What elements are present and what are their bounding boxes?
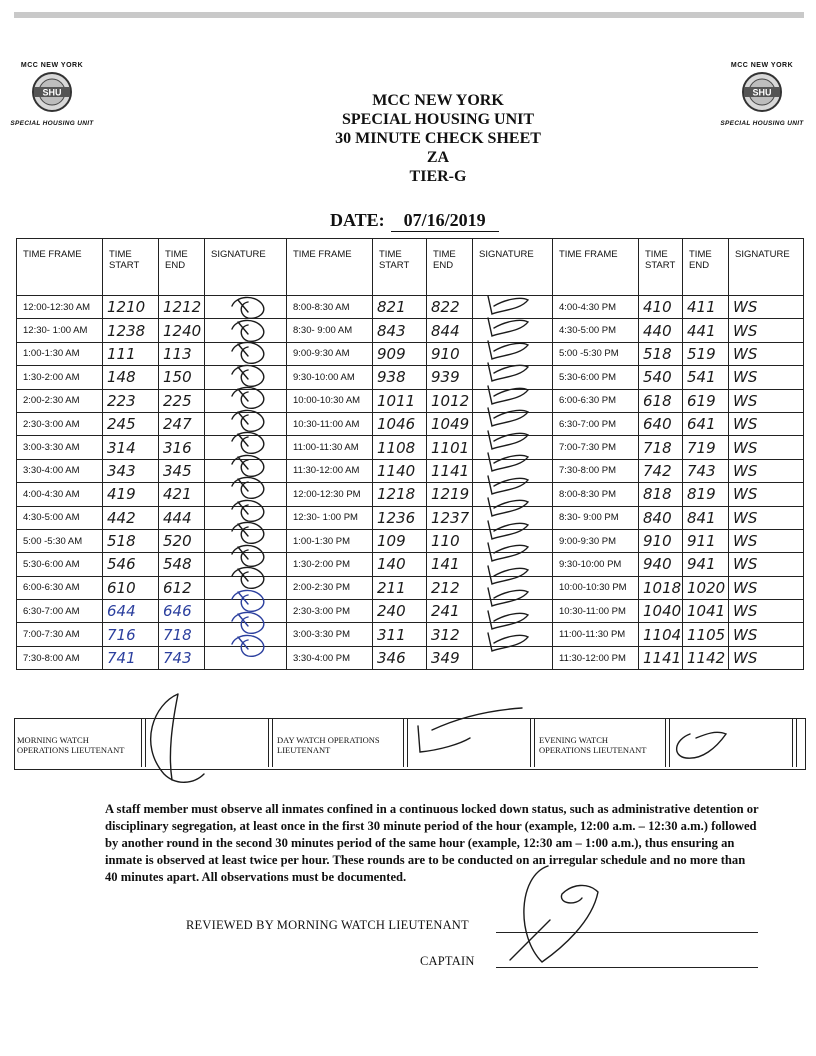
time-end-evening[interactable]: 1041 xyxy=(683,600,729,623)
table-row xyxy=(17,319,804,342)
time-start-day[interactable]: 211 xyxy=(373,576,427,599)
time-frame-morning[interactable]: 12:00-12:30 AM xyxy=(17,296,103,319)
time-end-day[interactable]: 910 xyxy=(427,342,473,365)
time-end-morning[interactable]: 316 xyxy=(159,436,205,459)
signature-evening[interactable]: WS xyxy=(729,342,804,365)
logo-name: MCC NEW YORK xyxy=(20,62,84,69)
time-frame-day[interactable]: 2:00-2:30 PM xyxy=(287,576,373,599)
time-frame-morning[interactable]: 6:00-6:30 AM xyxy=(17,576,103,599)
time-end-day[interactable]: 1101 xyxy=(427,436,473,459)
time-frame-day[interactable]: 3:30-4:00 PM xyxy=(287,646,373,669)
time-frame-morning[interactable]: 5:00 -5:30 AM xyxy=(17,529,103,552)
mcc-logo-right xyxy=(712,62,812,127)
table-row xyxy=(17,506,804,529)
signature-day[interactable] xyxy=(473,296,553,319)
time-frame-day[interactable]: 11:30-12:00 AM xyxy=(287,459,373,482)
signature-evening[interactable]: WS xyxy=(729,389,804,412)
time-end-evening[interactable]: 619 xyxy=(683,389,729,412)
time-start-day[interactable]: 311 xyxy=(373,623,427,646)
table-row xyxy=(17,553,804,576)
time-start-evening[interactable]: 718 xyxy=(639,436,683,459)
time-end-morning[interactable]: 421 xyxy=(159,483,205,506)
time-end-morning[interactable]: 444 xyxy=(159,506,205,529)
time-start-morning[interactable]: 644 xyxy=(103,600,159,623)
time-end-morning[interactable]: 247 xyxy=(159,412,205,435)
header-tier: TIER-G xyxy=(409,168,467,185)
date-value: 07/16/2019 xyxy=(391,210,499,232)
signature-evening[interactable]: WS xyxy=(729,529,804,552)
signature-evening[interactable]: WS xyxy=(729,366,804,389)
col-time-frame: TIME FRAME xyxy=(287,239,373,296)
signature-morning[interactable] xyxy=(205,553,287,576)
col-time-start: TIME START xyxy=(373,239,427,296)
time-start-evening[interactable]: 910 xyxy=(639,529,683,552)
time-end-morning[interactable]: 113 xyxy=(159,342,205,365)
signature-morning[interactable] xyxy=(205,342,287,365)
header-unit: SPECIAL HOUSING UNIT xyxy=(341,111,535,128)
col-signature: SIGNATURE xyxy=(205,239,287,296)
signature-day[interactable] xyxy=(473,319,553,342)
date-line xyxy=(330,210,499,232)
time-end-evening[interactable]: 1142 xyxy=(683,646,729,669)
time-end-evening[interactable]: 1020 xyxy=(683,576,729,599)
time-frame-day[interactable]: 3:00-3:30 PM xyxy=(287,623,373,646)
time-frame-day[interactable]: 11:00-11:30 AM xyxy=(287,436,373,459)
time-frame-evening[interactable]: 9:00-9:30 PM xyxy=(553,529,639,552)
time-start-evening[interactable]: 940 xyxy=(639,553,683,576)
col-time-frame: TIME FRAME xyxy=(17,239,103,296)
col-time-end: TIME END xyxy=(683,239,729,296)
time-start-evening[interactable]: 742 xyxy=(639,459,683,482)
time-frame-day[interactable]: 9:00-9:30 AM xyxy=(287,342,373,365)
time-end-morning[interactable]: 225 xyxy=(159,389,205,412)
time-end-evening[interactable]: 541 xyxy=(683,366,729,389)
signature-day[interactable] xyxy=(473,506,553,529)
signature-day[interactable] xyxy=(473,483,553,506)
signature-day[interactable] xyxy=(473,436,553,459)
seal-text: SHU xyxy=(42,87,62,98)
time-end-morning[interactable]: 548 xyxy=(159,553,205,576)
time-frame-evening[interactable]: 8:30- 9:00 PM xyxy=(553,506,639,529)
time-start-morning[interactable]: 546 xyxy=(103,553,159,576)
signature-evening[interactable]: WS xyxy=(729,459,804,482)
signature-day[interactable] xyxy=(473,600,553,623)
time-start-morning[interactable]: 343 xyxy=(103,459,159,482)
time-end-day[interactable]: 141 xyxy=(427,553,473,576)
time-frame-evening[interactable]: 8:00-8:30 PM xyxy=(553,483,639,506)
shu-seal-icon xyxy=(31,71,73,113)
time-start-morning[interactable]: 442 xyxy=(103,506,159,529)
time-frame-morning[interactable]: 4:30-5:00 AM xyxy=(17,506,103,529)
time-frame-morning[interactable]: 7:30-8:00 AM xyxy=(17,646,103,669)
time-frame-day[interactable]: 9:30-10:00 AM xyxy=(287,366,373,389)
signature-morning[interactable] xyxy=(205,296,287,319)
scan-top-edge xyxy=(14,12,804,18)
signature-morning[interactable] xyxy=(205,412,287,435)
time-start-morning[interactable]: 518 xyxy=(103,529,159,552)
day-lieutenant-signature-box[interactable] xyxy=(403,719,535,767)
time-end-day[interactable]: 1012 xyxy=(427,389,473,412)
time-frame-day[interactable]: 8:00-8:30 AM xyxy=(287,296,373,319)
time-frame-evening[interactable]: 7:30-8:00 PM xyxy=(553,459,639,482)
time-end-evening[interactable]: 743 xyxy=(683,459,729,482)
time-start-morning[interactable]: 223 xyxy=(103,389,159,412)
morning-lieutenant-signature-box[interactable] xyxy=(141,719,273,767)
time-start-evening[interactable]: 1104 xyxy=(639,623,683,646)
logo-name: MCC NEW YORK xyxy=(730,62,794,69)
signature-day[interactable] xyxy=(473,576,553,599)
signature-morning[interactable] xyxy=(205,389,287,412)
time-start-morning[interactable]: 245 xyxy=(103,412,159,435)
time-end-evening[interactable]: 941 xyxy=(683,553,729,576)
table-row xyxy=(17,646,804,669)
col-time-end: TIME END xyxy=(159,239,205,296)
time-end-evening[interactable]: 641 xyxy=(683,412,729,435)
signature-morning[interactable] xyxy=(205,436,287,459)
day-lieutenant-label: DAY WATCH OPERATIONS LIEUTENANT xyxy=(277,735,380,755)
time-end-evening[interactable]: 911 xyxy=(683,529,729,552)
col-signature: SIGNATURE xyxy=(473,239,553,296)
signature-evening[interactable]: WS xyxy=(729,506,804,529)
signature-day[interactable] xyxy=(473,459,553,482)
time-frame-day[interactable]: 12:00-12:30 PM xyxy=(287,483,373,506)
time-frame-day[interactable]: 12:30- 1:00 PM xyxy=(287,506,373,529)
time-end-day[interactable]: 1141 xyxy=(427,459,473,482)
time-frame-evening[interactable]: 6:00-6:30 PM xyxy=(553,389,639,412)
signature-morning[interactable] xyxy=(205,529,287,552)
signature-morning[interactable] xyxy=(205,623,287,646)
time-end-day[interactable]: 312 xyxy=(427,623,473,646)
signature-evening[interactable]: WS xyxy=(729,646,804,669)
time-frame-morning[interactable]: 1:00-1:30 AM xyxy=(17,342,103,365)
time-end-day[interactable]: 844 xyxy=(427,319,473,342)
signature-evening[interactable]: WS xyxy=(729,412,804,435)
time-start-day[interactable]: 938 xyxy=(373,366,427,389)
time-frame-evening[interactable]: 10:00-10:30 PM xyxy=(553,576,639,599)
signature-morning[interactable] xyxy=(205,366,287,389)
time-frame-evening[interactable]: 4:00-4:30 PM xyxy=(553,296,639,319)
time-end-morning[interactable]: 646 xyxy=(159,600,205,623)
time-end-day[interactable]: 349 xyxy=(427,646,473,669)
time-frame-evening[interactable]: 10:30-11:00 PM xyxy=(553,600,639,623)
signature-day[interactable] xyxy=(473,623,553,646)
time-start-day[interactable]: 140 xyxy=(373,553,427,576)
time-frame-morning[interactable]: 2:00-2:30 AM xyxy=(17,389,103,412)
time-start-evening[interactable]: 440 xyxy=(639,319,683,342)
time-frame-day[interactable]: 8:30- 9:00 AM xyxy=(287,319,373,342)
time-start-day[interactable]: 1108 xyxy=(373,436,427,459)
instructions-paragraph: A staff member must observe all inmates confined in a continuous locked down status, such as administrative detention or disciplinary segregation, at least once in the first 30 minute period of the hour (example, 12:00 a.m. – 12:30 a.m.) followed by another round in the second 30 minutes period of the same hour (example, 12:30 am – 1:00 a.m.), thus ensuring an inmate is observed at least twice per hour. These rounds are to be conducted on an irregular schedule and no more than 40 minutes apart. All observations must be documented. xyxy=(105,802,759,884)
time-start-morning[interactable]: 111 xyxy=(103,342,159,365)
time-frame-evening[interactable]: 11:30-12:00 PM xyxy=(553,646,639,669)
signature-day[interactable] xyxy=(473,366,553,389)
time-frame-evening[interactable]: 7:00-7:30 PM xyxy=(553,436,639,459)
time-frame-evening[interactable]: 5:30-6:00 PM xyxy=(553,366,639,389)
signature-evening[interactable]: WS xyxy=(729,296,804,319)
table-row xyxy=(17,342,804,365)
col-time-start: TIME START xyxy=(103,239,159,296)
time-end-evening[interactable]: 411 xyxy=(683,296,729,319)
time-start-evening[interactable]: 518 xyxy=(639,342,683,365)
signature-evening[interactable]: WS xyxy=(729,623,804,646)
time-end-evening[interactable]: 1105 xyxy=(683,623,729,646)
time-start-morning[interactable]: 148 xyxy=(103,366,159,389)
table-row xyxy=(17,623,804,646)
time-start-day[interactable]: 821 xyxy=(373,296,427,319)
signature-day[interactable] xyxy=(473,529,553,552)
time-frame-evening[interactable]: 5:00 -5:30 PM xyxy=(553,342,639,365)
header-sheet-title: 30 MINUTE CHECK SHEET xyxy=(335,130,541,147)
time-start-evening[interactable]: 818 xyxy=(639,483,683,506)
time-start-morning[interactable]: 314 xyxy=(103,436,159,459)
table-row xyxy=(17,412,804,435)
time-start-evening[interactable]: 1040 xyxy=(639,600,683,623)
time-end-day[interactable]: 939 xyxy=(427,366,473,389)
evening-lieutenant-label: EVENING WATCH OPERATIONS LIEUTENANT xyxy=(539,735,647,755)
table-row xyxy=(17,296,804,319)
time-end-evening[interactable]: 819 xyxy=(683,483,729,506)
time-end-day[interactable]: 822 xyxy=(427,296,473,319)
time-start-day[interactable]: 909 xyxy=(373,342,427,365)
time-frame-day[interactable]: 1:00-1:30 PM xyxy=(287,529,373,552)
time-start-evening[interactable]: 618 xyxy=(639,389,683,412)
time-start-evening[interactable]: 1018 xyxy=(639,576,683,599)
time-start-evening[interactable]: 640 xyxy=(639,412,683,435)
time-frame-morning[interactable]: 1:30-2:00 AM xyxy=(17,366,103,389)
time-end-morning[interactable]: 520 xyxy=(159,529,205,552)
time-end-evening[interactable]: 719 xyxy=(683,436,729,459)
table-row xyxy=(17,366,804,389)
signature-day[interactable] xyxy=(473,389,553,412)
mcc-logo-left xyxy=(2,62,102,127)
time-frame-evening[interactable]: 6:30-7:00 PM xyxy=(553,412,639,435)
signature-morning[interactable] xyxy=(205,319,287,342)
check-sheet-table xyxy=(16,238,804,670)
time-frame-morning[interactable]: 3:30-4:00 AM xyxy=(17,459,103,482)
time-end-morning[interactable]: 718 xyxy=(159,623,205,646)
shu-seal-icon xyxy=(741,71,783,113)
lieutenant-signature-strip xyxy=(14,718,806,770)
time-frame-evening[interactable]: 4:30-5:00 PM xyxy=(553,319,639,342)
table-row xyxy=(17,389,804,412)
col-signature: SIGNATURE xyxy=(729,239,804,296)
signature-morning[interactable] xyxy=(205,600,287,623)
time-start-morning[interactable]: 419 xyxy=(103,483,159,506)
table-row xyxy=(17,529,804,552)
table-row xyxy=(17,483,804,506)
signature-morning[interactable] xyxy=(205,646,287,669)
signature-evening[interactable]: WS xyxy=(729,553,804,576)
col-time-frame: TIME FRAME xyxy=(553,239,639,296)
time-frame-morning[interactable]: 12:30- 1:00 AM xyxy=(17,319,103,342)
time-end-morning[interactable]: 150 xyxy=(159,366,205,389)
time-end-morning[interactable]: 612 xyxy=(159,576,205,599)
time-frame-day[interactable]: 10:30-11:00 AM xyxy=(287,412,373,435)
time-end-day[interactable]: 212 xyxy=(427,576,473,599)
reviewed-signature-line[interactable] xyxy=(496,932,758,933)
signature-day[interactable] xyxy=(473,646,553,669)
time-frame-evening[interactable]: 11:00-11:30 PM xyxy=(553,623,639,646)
time-end-morning[interactable]: 1240 xyxy=(159,319,205,342)
col-time-start: TIME START xyxy=(639,239,683,296)
time-end-morning[interactable]: 345 xyxy=(159,459,205,482)
time-end-day[interactable]: 1049 xyxy=(427,412,473,435)
time-end-evening[interactable]: 519 xyxy=(683,342,729,365)
signature-evening[interactable]: WS xyxy=(729,436,804,459)
signature-day[interactable] xyxy=(473,412,553,435)
time-start-evening[interactable]: 840 xyxy=(639,506,683,529)
document-header xyxy=(270,91,606,186)
time-start-morning[interactable]: 1210 xyxy=(103,296,159,319)
time-end-morning[interactable]: 1212 xyxy=(159,296,205,319)
signature-morning[interactable] xyxy=(205,576,287,599)
table-row xyxy=(17,576,804,599)
time-start-day[interactable]: 109 xyxy=(373,529,427,552)
time-end-day[interactable]: 1237 xyxy=(427,506,473,529)
time-start-morning[interactable]: 741 xyxy=(103,646,159,669)
table-row xyxy=(17,459,804,482)
col-time-end: TIME END xyxy=(427,239,473,296)
table-row xyxy=(17,600,804,623)
signature-morning[interactable] xyxy=(205,506,287,529)
time-start-evening[interactable]: 1141 xyxy=(639,646,683,669)
time-end-day[interactable]: 110 xyxy=(427,529,473,552)
time-start-morning[interactable]: 1238 xyxy=(103,319,159,342)
time-start-day[interactable]: 1046 xyxy=(373,412,427,435)
signature-morning[interactable] xyxy=(205,483,287,506)
signature-morning[interactable] xyxy=(205,459,287,482)
time-frame-morning[interactable]: 2:30-3:00 AM xyxy=(17,412,103,435)
morning-lieutenant-label: MORNING WATCH OPERATIONS LIEUTENANT xyxy=(17,735,125,755)
signature-evening[interactable]: WS xyxy=(729,600,804,623)
date-label: DATE: xyxy=(330,210,385,230)
time-end-day[interactable]: 1219 xyxy=(427,483,473,506)
time-end-evening[interactable]: 441 xyxy=(683,319,729,342)
signature-day[interactable] xyxy=(473,342,553,365)
signature-evening[interactable]: WS xyxy=(729,576,804,599)
time-start-day[interactable]: 346 xyxy=(373,646,427,669)
time-frame-evening[interactable]: 9:30-10:00 PM xyxy=(553,553,639,576)
table-row xyxy=(17,436,804,459)
time-end-day[interactable]: 241 xyxy=(427,600,473,623)
time-frame-day[interactable]: 2:30-3:00 PM xyxy=(287,600,373,623)
signature-evening[interactable]: WS xyxy=(729,483,804,506)
signature-evening[interactable]: WS xyxy=(729,319,804,342)
reviewed-by-label: REVIEWED BY MORNING WATCH LIEUTENANT xyxy=(186,918,469,932)
header-range: ZA xyxy=(426,149,450,166)
evening-lieutenant-signature-box[interactable] xyxy=(665,719,797,767)
time-start-day[interactable]: 1011 xyxy=(373,389,427,412)
time-frame-morning[interactable]: 5:30-6:00 AM xyxy=(17,553,103,576)
logo-unit: SPECIAL HOUSING UNIT xyxy=(10,120,94,127)
captain-signature-line[interactable] xyxy=(496,967,758,968)
header-facility: MCC NEW YORK xyxy=(372,92,504,109)
time-frame-day[interactable]: 1:30-2:00 PM xyxy=(287,553,373,576)
time-start-morning[interactable]: 610 xyxy=(103,576,159,599)
time-start-day[interactable]: 240 xyxy=(373,600,427,623)
time-start-day[interactable]: 843 xyxy=(373,319,427,342)
time-frame-morning[interactable]: 7:00-7:30 AM xyxy=(17,623,103,646)
time-start-evening[interactable]: 410 xyxy=(639,296,683,319)
time-end-evening[interactable]: 841 xyxy=(683,506,729,529)
seal-text: SHU xyxy=(752,87,772,98)
time-frame-day[interactable]: 10:00-10:30 AM xyxy=(287,389,373,412)
signature-day[interactable] xyxy=(473,553,553,576)
time-start-day[interactable]: 1236 xyxy=(373,506,427,529)
time-frame-morning[interactable]: 6:30-7:00 AM xyxy=(17,600,103,623)
time-end-morning[interactable]: 743 xyxy=(159,646,205,669)
table-header-row xyxy=(17,239,804,296)
captain-label: CAPTAIN xyxy=(420,954,475,968)
time-start-day[interactable]: 1140 xyxy=(373,459,427,482)
time-start-morning[interactable]: 716 xyxy=(103,623,159,646)
time-frame-morning[interactable]: 3:00-3:30 AM xyxy=(17,436,103,459)
time-start-evening[interactable]: 540 xyxy=(639,366,683,389)
time-frame-morning[interactable]: 4:00-4:30 AM xyxy=(17,483,103,506)
logo-unit: SPECIAL HOUSING UNIT xyxy=(720,120,804,127)
time-start-day[interactable]: 1218 xyxy=(373,483,427,506)
